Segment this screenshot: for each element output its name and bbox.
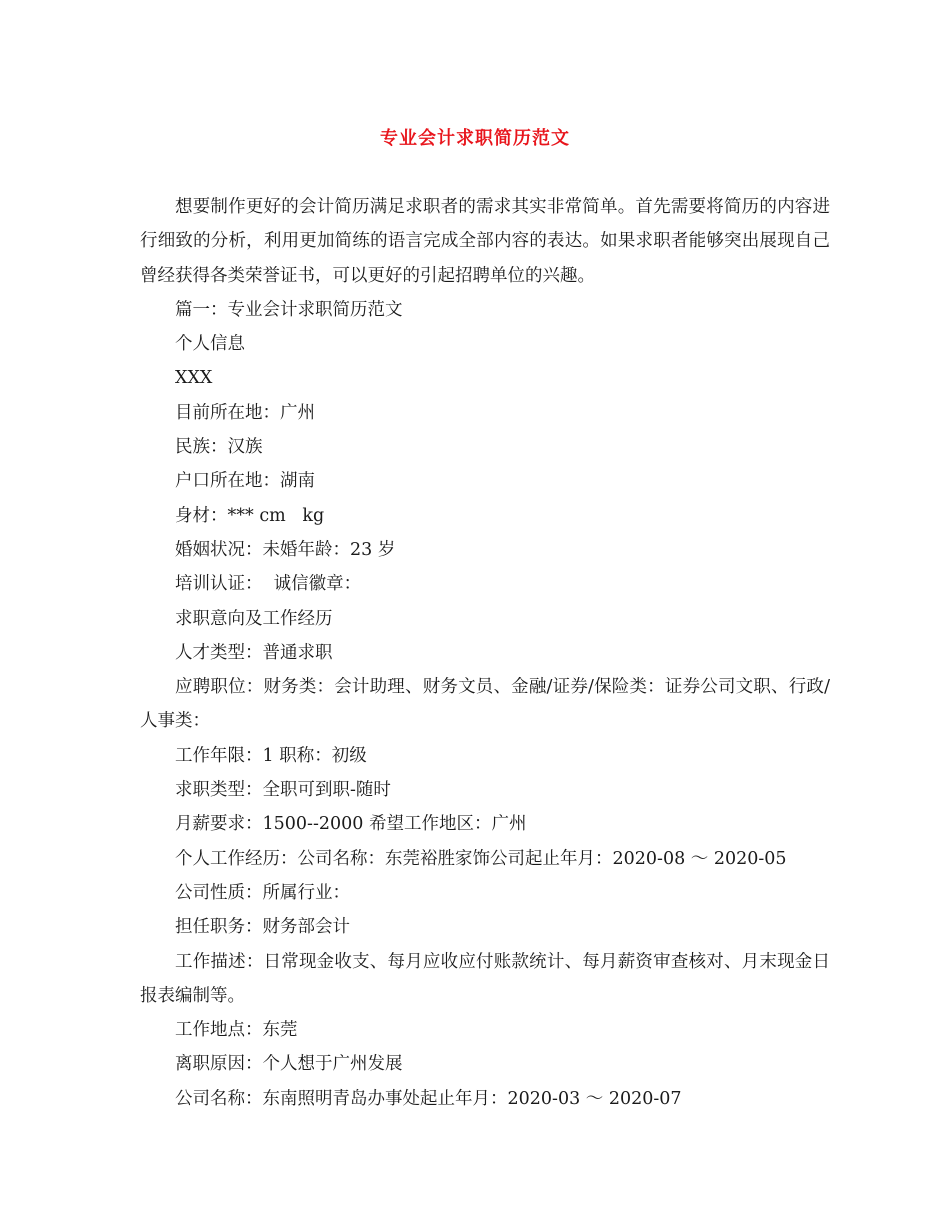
- info-line: 担任职务：财务部会计: [175, 917, 350, 938]
- info-line: 离职原因：个人想于广州发展: [175, 1054, 403, 1075]
- subsection-heading: 求职意向及工作经历: [175, 608, 333, 629]
- info-line: 应聘职位：财务类：会计助理、财务文员、金融/证券/保险类：证券公司文职、行政/人事类：: [140, 677, 830, 732]
- document-title: 专业会计求职简历范文: [380, 128, 570, 149]
- info-line: 培训认证： 诚信徽章：: [175, 574, 362, 595]
- info-line: 工作年限：1 职称：初级: [175, 745, 367, 766]
- document-body: [140, 190, 830, 1116]
- info-line: 人才类型：普通求职: [175, 642, 333, 663]
- info-line: 公司性质：所属行业：: [175, 882, 350, 903]
- info-line: 户口所在地：湖南: [175, 471, 315, 492]
- name-line: XXX: [175, 368, 213, 389]
- info-line: 公司名称：东南照明青岛办事处起止年月：2020-03 ～ 2020-07: [175, 1088, 682, 1109]
- info-line: 月薪要求：1500--2000 希望工作地区：广州: [175, 814, 527, 835]
- info-line: 求职类型：全职可到职-随时: [175, 780, 391, 801]
- info-line: 工作描述：日常现金收支、每月应收应付账款统计、每月薪资审查核对、月末现金日报表编制等。: [140, 951, 830, 1006]
- info-line: 婚姻状况：未婚年龄：23 岁: [175, 539, 396, 560]
- info-line: 工作地点：东莞: [175, 1020, 298, 1041]
- info-line: 身材：*** cm kg: [175, 505, 325, 526]
- section-heading: 篇一：专业会计求职简历范文: [175, 299, 403, 320]
- info-line: 民族：汉族: [175, 437, 263, 458]
- intro-paragraph: 想要制作更好的会计简历满足求职者的需求其实非常简单。首先需要将简历的内容进行细致的分析，利用更加简练的语言完成全部内容的表达。如果求职者能够突出展现自己曾经获得各类荣誉证书，可以更好的引起招聘单位的兴趣。: [140, 197, 830, 286]
- subsection-heading: 个人信息: [175, 334, 245, 355]
- info-line: 个人工作经历：公司名称：东莞裕胜家饰公司起止年月：2020-08 ～ 2020-05: [175, 848, 787, 869]
- info-line: 目前所在地：广州: [175, 402, 315, 423]
